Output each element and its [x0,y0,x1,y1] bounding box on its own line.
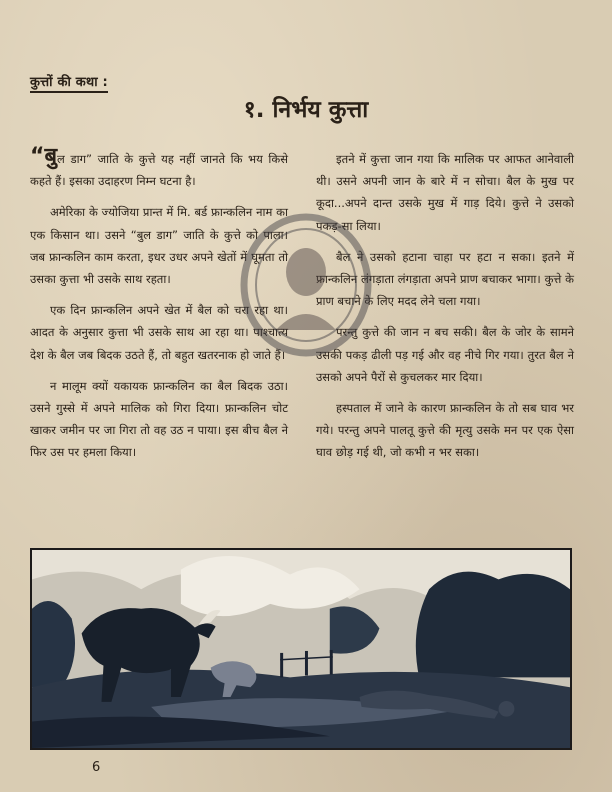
paragraph: एक दिन फ्रान्कलिन अपने खेत में बैल को चरा रहा था। आदत के अनुसार कुत्ता भी उसके साथ आ रहा था। पाश्चात्य देश के बैल जब बिदक उठते हैं, तो बहुत खतरनाक हो जाते हैं। [30,303,288,362]
series-title: कुत्तों की कथा : [30,72,108,93]
paragraph: बैल ने उसको हटाना चाहा पर हटा न सका। इतने में फ्रान्कलिन लंगड़ाता लंगड़ाता अपने प्राण बचाकर भागा। कुत्ते के प्राण बचाने के लिए मदद लेने चला गया। [316,249,574,309]
paragraph: न मालूम क्यों यकायक फ्रान्कलिन का बैल बिदक उठा। उसने गुस्से में अपने मालिक को गिरा दिया। फ्रान्कलिन चोट खाकर जमीन पर जा गिरा तो वह उठ न पाया। इस बीच बैल ने फिर उस पर हमला किया। [30,378,288,460]
drop-cap: “बु [30,144,58,169]
bull-attack-illustration [30,548,572,750]
paragraph-text: ल डाग” जाति के कुत्ते यह नहीं जानते कि भय किसे कहते हैं। इसका उदाहरण निम्न घटना है। [30,152,288,189]
chapter-title: १. निर्भय कुत्ता [243,97,369,123]
paragraph: इतने में कुत्ता जान गया कि मालिक पर आफत आनेवाली थी। उसने अपनी जान के बारे में न सोचा। बैल के मुख पर कूदा...अपने दान्त उसके मुख में गाड़ दिये। कुत्ते ने उसको पकड़-सा लिया। [316,152,574,233]
paragraph: अमेरिका के ज्योजिया प्रान्त में मि. बर्ड फ्रान्कलिन नाम का एक किसान था। उसने “बुल डाग” जाति के कुत्ते को पाला। जब फ्रान्कलिन काम करता, इधर उधर अपने खेतों में घूमता तो उसका कुत्ता भी उसके साथ रहता। [30,205,288,287]
paragraph: परन्तु कुत्ते की जान न बच सकी। बैल के जोर के सामने उसकी पकड़ ढीली पड़ गई और वह नीचे गिर गया। तुरत बैल ने उसको अपने पैरों से कुचलकर मार दिया। [316,325,574,384]
paragraph: हस्पताल में जाने के कारण फ्रान्कलिन के तो सब घाव भर गये। परन्तु अपने पालतू कुत्ते की मृत्यु उसके मन पर एक ऐसा घाव छोड़ गई थी, जो कभी न भर सका। [316,401,574,460]
stamp-watermark-icon [236,210,376,360]
paragraph [30,144,288,192]
page-number: 6 [92,760,101,775]
